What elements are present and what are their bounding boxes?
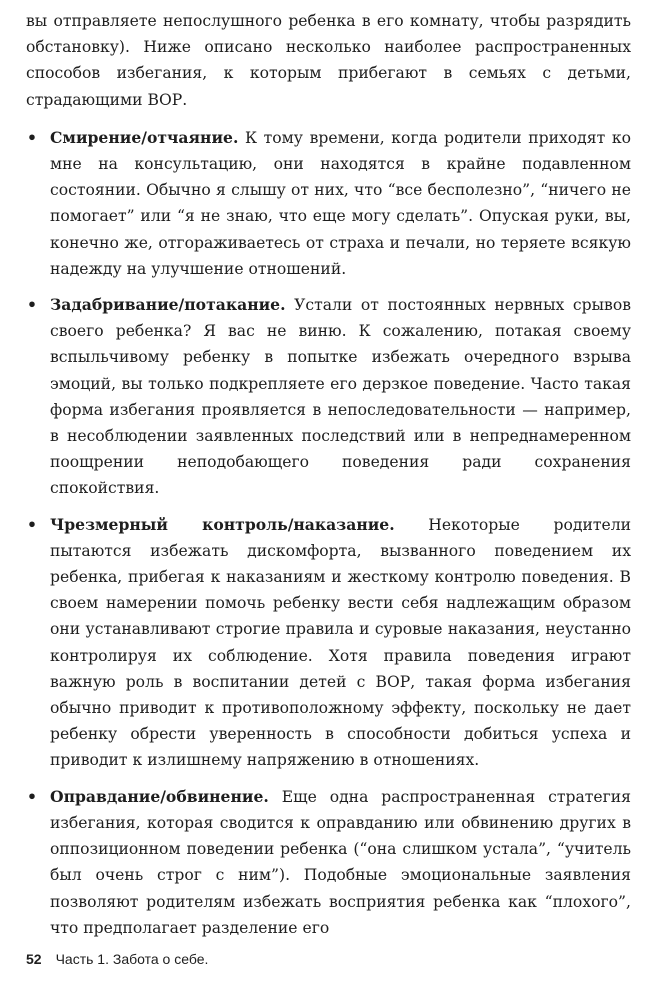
running-title: Часть 1. Забота о себе. (55, 951, 209, 967)
bullet-icon: • (27, 786, 37, 806)
page-body (26, 8, 631, 951)
bullet-icon: • (27, 127, 37, 147)
avoidance-list (26, 125, 631, 941)
list-item-term: Смирение/отчаяние. (50, 127, 239, 147)
list-item-text: Некоторые родители пытаются избежать дискомфорта, вызванного поведением их ребенка, прибегая к наказаниям и жесткому контролю поведения. В своем намерении помочь ребенку вести себя надлежащим образом они устанавливают строгие правила и суровые наказания, неустанно контролируя их соблюдение. Хотя правила поведения играют важную роль в воспитании детей с ВОР, такая форма избегания обычно приводит к противоположному эффекту, поскольку не дает ребенку обрести уверенность в способности добиться успеха и приводит к излишнему напряжению в отношениях. (50, 515, 632, 770)
list-item-text: Еще одна распространенная стратегия избегания, которая сводится к оправданию или обвинению других в оппозиционном поведении ребенка (“она слишком устала”, “учитель был очень строг с ним”). Подобные эмоциональные заявления позволяют родителям избежать восприятия ребенка как “плохого”, что предполагает разделение его (50, 787, 631, 937)
list-item (26, 512, 631, 774)
list-item-term: Задабривание/потакание. (50, 295, 286, 315)
list-item (26, 784, 631, 941)
intro-paragraph: вы отправляете непослушного ребенка в его комнату, чтобы разрядить обстановку). Ниже описано несколько наиболее распространенных способов избегания, к которым прибегают в семьях с детьми, страдающими ВОР. (26, 12, 631, 109)
list-item (26, 125, 631, 282)
page-number: 52 (26, 951, 42, 967)
list-item-term: Оправдание/обвинение. (50, 786, 269, 806)
page-footer (26, 951, 208, 967)
list-item-text: Устали от постоянных нервных срывов своего ребенка? Я вас не виню. К сожалению, потакая своему вспыльчивому ребенку в попытке избежать очередного взрыва эмоций, вы только подкрепляете его дерзкое поведение. Часто такая форма избегания проявляется в непоследовательности — например, в несоблюдении заявленных последствий или в непреднамеренном поощрении неподобающего поведения ради сохранения спокойствия. (50, 296, 631, 498)
bullet-icon: • (27, 295, 37, 315)
list-item (26, 292, 631, 502)
list-item-text: К тому времени, когда родители приходят ко мне на консультацию, они находятся в крайне подавленном состоянии. Обычно я слышу от них, что “все бесполезно”, “ничего не помогает” или “я не знаю, что еще могу сделать”. Опуская руки, вы, конечно же, отгораживаетесь от страха и печали, но теряете всякую надежду на улучшение отношений. (50, 128, 631, 278)
list-item-term: Чрезмерный контроль/наказание. (50, 514, 395, 534)
bullet-icon: • (27, 514, 37, 534)
